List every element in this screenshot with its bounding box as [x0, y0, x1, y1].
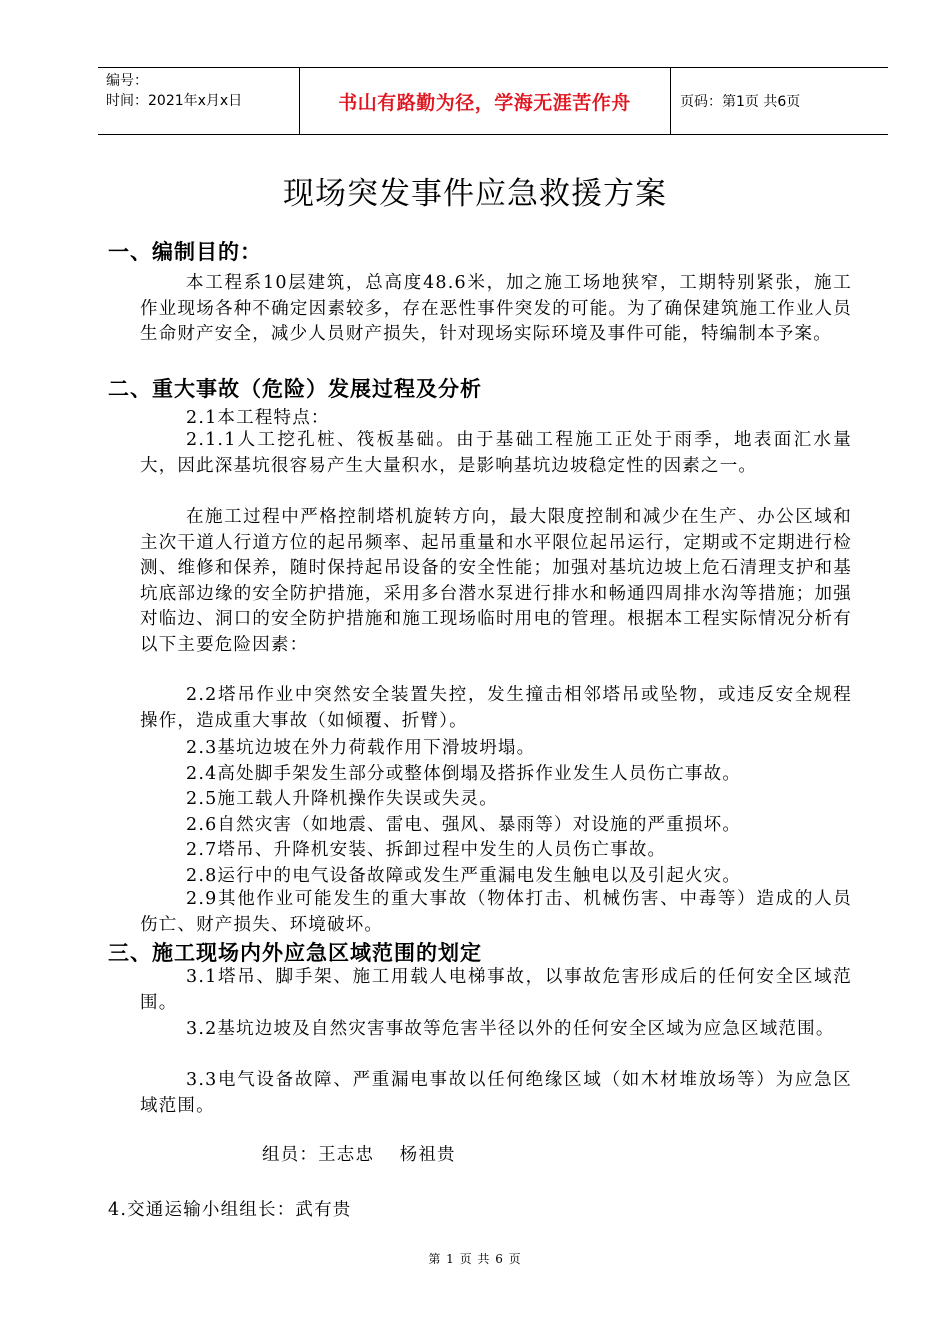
- paragraph-2-4: 2.4高处脚手架发生部分或整体倒塌及搭拆作业发生人员伤亡事故。: [186, 764, 742, 784]
- paragraph-2-3: 2.3基坑边坡在外力荷载作用下滑坡坍塌。: [186, 738, 536, 758]
- header-motto: 书山有路勤为径，学海无涯苦作舟: [338, 91, 631, 114]
- page-header: [98, 67, 888, 135]
- section-3-heading: 三、施工现场内外应急区域范围的划定: [108, 941, 482, 965]
- paragraph-2-7: 2.7塔吊、升降机安装、拆卸过程中发生的人员伤亡事故。: [186, 840, 667, 860]
- section-1-body: 本工程系10层建筑，总高度48.6米，加之施工场地狭窄，工期特别紧张，施工作业现场各种不确定因素较多，存在恶性事件突发的可能。为了确保建筑施工作业人员生命财产安全，减少人员财产损失，针对现场实际环境及事件可能，特编制本予案。: [140, 273, 852, 344]
- transport-group-leader: 4.交通运输小组组长：武有贵: [108, 1200, 352, 1220]
- header-divider-right: [670, 67, 671, 135]
- header-page-info: 页码：第1页 共6页: [680, 94, 801, 110]
- paragraph-control-measures: 在施工过程中严格控制塔机旋转方向，最大限度控制和减少在生产、办公区域和主次干道人行道方位的起吊频率、起吊重量和水平限位起吊运行，定期或不定期进行检测、维修和保养，随时保持起吊设备的安全性能；加强对基坑边坡上危石清理支护和基坑底部边缘的安全防护措施，采用多台潜水泵进行排水和畅通四周排水沟等措施；加强对临边、洞口的安全防护措施和施工现场临时用电的管理。根据本工程实际情况分析有以下主要危险因素：: [140, 507, 852, 655]
- document-number-label: 编号：: [106, 73, 148, 89]
- paragraph-2-9: 2.9其他作业可能发生的重大事故（物体打击、机械伤害、中毒等）造成的人员伤亡、财产损失、环境破坏。: [140, 889, 852, 935]
- paragraph-3-2: 3.2基坑边坡及自然灾害事故等危害半径以外的任何安全区域为应急区域范围。: [186, 1019, 835, 1039]
- section-2-heading: 二、重大事故（危险）发展过程及分析: [108, 377, 482, 401]
- paragraph-3-1: 3.1塔吊、脚手架、施工用载人电梯事故，以事故危害形成后的任何安全区域范围。: [140, 967, 852, 1013]
- document-title: 现场突发事件应急救援方案: [283, 176, 667, 212]
- paragraph-2-2: 2.2塔吊作业中突然安全装置失控，发生撞击相邻塔吊或坠物，或违反安全规程操作，造成重大事故（如倾覆、折臂）。: [140, 685, 852, 731]
- page-footer: 第 1 页 共 6 页: [428, 1252, 522, 1266]
- section-1-heading: 一、编制目的：: [108, 240, 262, 264]
- paragraph-3-3: 3.3电气设备故障、严重漏电事故以任何绝缘区域（如木材堆放场等）为应急区域范围。: [140, 1070, 852, 1116]
- paragraph-2-8: 2.8运行中的电气设备故障或发生严重漏电发生触电以及引起火灾。: [186, 866, 742, 886]
- paragraph-2-1: 2.1本工程特点：: [186, 408, 330, 428]
- paragraph-2-5: 2.5施工载人升降机操作失误或失灵。: [186, 789, 498, 809]
- paragraph-2-1-1: 2.1.1人工挖孔桩、筏板基础。由于基础工程施工正处于雨季，地表面汇水量大，因此深基坑很容易产生大量积水，是影响基坑边坡稳定性的因素之一。: [140, 430, 852, 476]
- document-time-label: 时间：2021年x月x日: [106, 93, 243, 109]
- header-meta: [106, 71, 242, 111]
- paragraph-2-6: 2.6自然灾害（如地震、雷电、强风、暴雨等）对设施的严重损坏。: [186, 815, 742, 835]
- team-members: 组员：王志忠 杨祖贵: [262, 1145, 456, 1165]
